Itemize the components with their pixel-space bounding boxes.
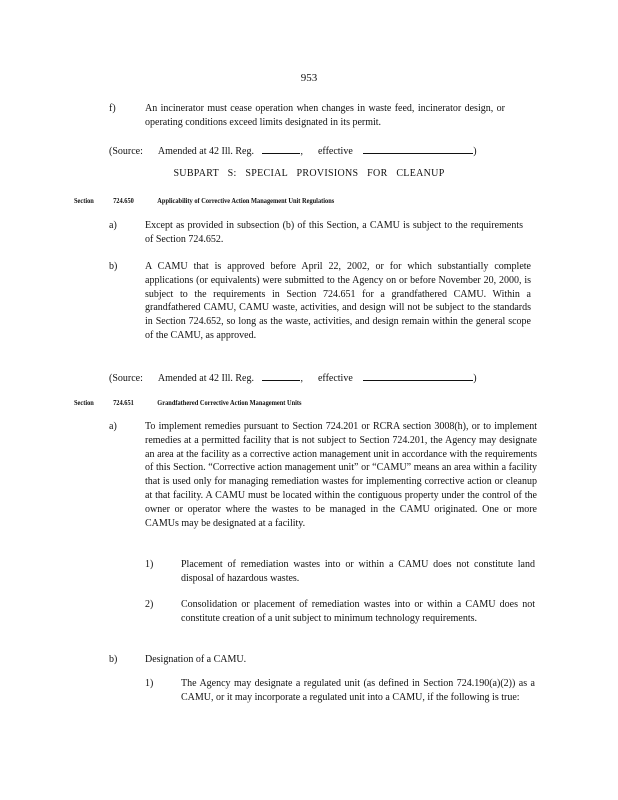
paragraph-text: An incinerator must cease operation when changes in waste feed, incinerator design, or operating conditions exceed limits designated in its permit. (145, 103, 505, 128)
paragraph-text: A CAMU that is approved before April 22, 2002, or for which substantially complete applications (or equivalents) were submitted to the Agency on or before November 20, 2000, is subject to the requirements in Section 724.651 for a grandfathered CAMU. Within a grandfathered CAMU, CAMU waste, activities, and design will not be subject to the standards in Section 724.652, so long as the waste, activities, and design remain within the general scope of the CAMU, as approved. (145, 261, 531, 341)
paragraph-label: a) (109, 421, 117, 432)
effective-blank (363, 143, 473, 154)
effective-blank (363, 370, 473, 381)
section-title: Applicability of Corrective Action Management Unit Regulations (157, 196, 335, 205)
page-number: 953 (300, 72, 318, 84)
source-close: ) (473, 373, 477, 384)
source-label: (Source: (109, 146, 143, 157)
section-number: 724.650 (113, 196, 134, 205)
subparagraph-text: The Agency may designate a regulated unit (as defined in Section 724.190(a)(2)) as a CAMU, or it may incorporate a regulated unit into a CAMU, if the following is true: (181, 678, 535, 703)
source-amended: Amended at 42 Ill. Reg. (157, 373, 254, 384)
subparagraph-text: Placement of remediation wastes into or within a CAMU does not constitute land disposal of hazardous wastes. (181, 559, 535, 584)
source-note: (Source: Amended at 42 Ill. Reg. , effective ) (109, 143, 477, 158)
paragraph-text: Except as provided in subsection (b) of this Section, a CAMU is subject to the requirements of Section 724.652. (145, 220, 523, 245)
source-note-2: (Source: Amended at 42 Ill. Reg. , effective ) (109, 370, 477, 385)
paragraph-text: Designation of a CAMU. (145, 654, 247, 665)
source-close: ) (473, 146, 477, 157)
paragraph-label: a) (109, 220, 117, 231)
paragraph-label: f) (109, 103, 116, 114)
subparagraph-text: Consolidation or placement of remediation wastes into or within a CAMU does not constitute creation of a unit subject to minimum technology requirements. (181, 599, 535, 624)
subparagraph-label: 1) (145, 559, 154, 570)
section-word: Section (74, 398, 94, 407)
source-effective: effective (317, 373, 353, 384)
section-number: 724.651 (113, 398, 134, 407)
subpart-title: SUBPART S: SPECIAL PROVISIONS FOR CLEANUP (173, 168, 445, 179)
section-word: Section (74, 196, 94, 205)
amended-blank (262, 143, 300, 154)
source-label: (Source: (109, 373, 143, 384)
section-title: Grandfathered Corrective Action Management Units (157, 398, 302, 407)
subparagraph-label: 2) (145, 599, 154, 610)
amended-blank (262, 370, 300, 381)
paragraph-label: b) (109, 654, 118, 665)
paragraph-label: b) (109, 261, 118, 272)
source-effective: effective (317, 146, 353, 157)
paragraph-text: To implement remedies pursuant to Section 724.201 or RCRA section 3008(h), or to implement remedies at a permitted facility that is not subject to Section 724.201, the Agency may designate an area at the facility as a corrective action management unit in accordance with the requirements of this Section. “Corrective action management unit” or “CAMU” means an area within a facility that is used only for managing remediation wastes for implementing corrective action or cleanup at that facility. A CAMU must be located within the contiguous property under the control of the owner or operator where the wastes to be managed in the CAMU originated. One or more CAMUs may be designated at a facility. (145, 421, 537, 529)
subparagraph-label: 1) (145, 678, 154, 689)
source-amended: Amended at 42 Ill. Reg. (157, 146, 254, 157)
